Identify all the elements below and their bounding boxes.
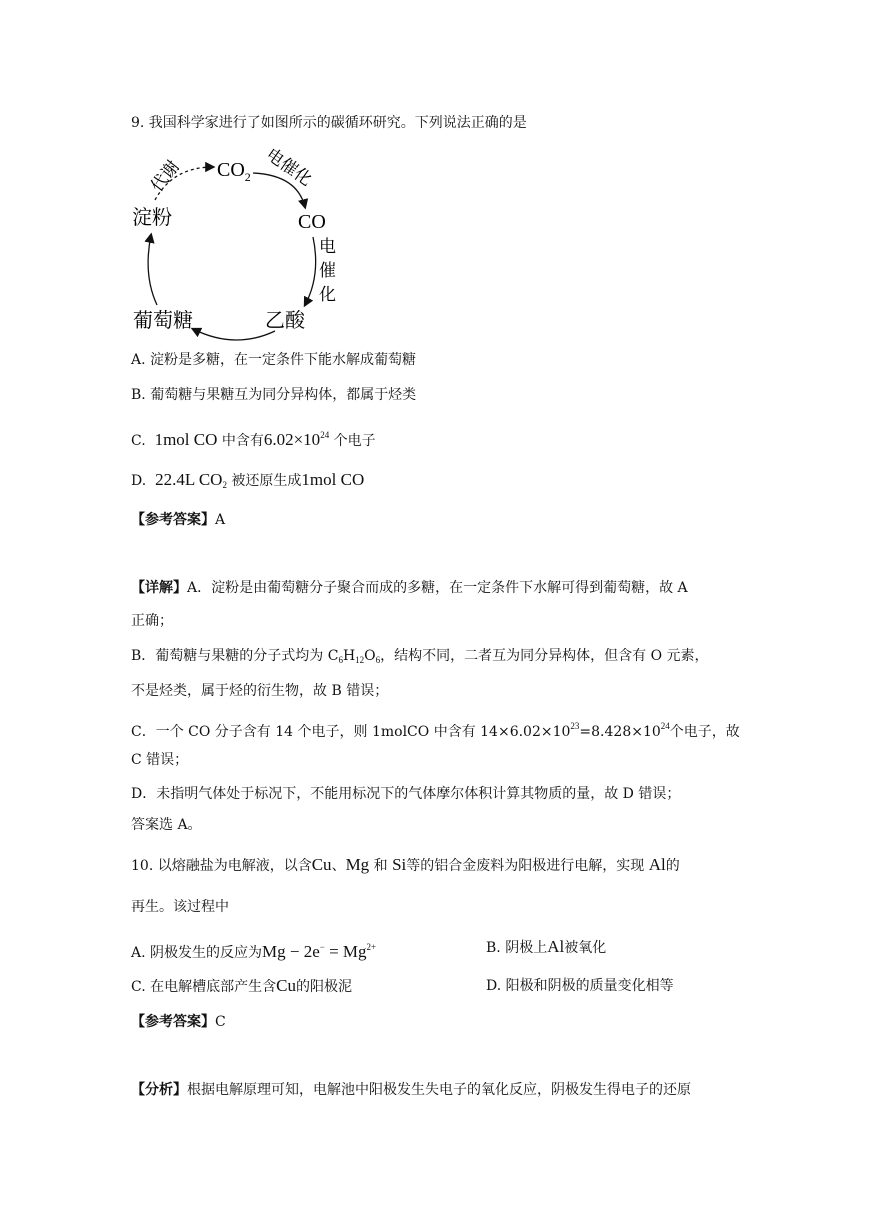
glucose-to-starch-arrow <box>148 235 157 305</box>
electrocatalysis-right-2: 催 <box>319 261 336 280</box>
q9-answer: 【参考答案】A <box>131 512 226 528</box>
q9-analysis-line1: 【详解】A．淀粉是由葡萄糖分子聚合而成的多糖，在一定条件下水解可得到葡萄糖，故 A <box>131 580 688 596</box>
q10-option-b: B. 阴极上Al被氧化 <box>486 937 607 956</box>
q9-option-c: C. 1mol CO 中含有$6.02\times 10^{24}$ 个电子 <box>131 430 376 449</box>
co-label: CO <box>298 211 326 233</box>
q10-stem-line2: 再生。该过程中 <box>131 899 229 915</box>
q9-option-b: B. 葡萄糖与果糖互为同分异构体，都属于烃类 <box>131 387 417 403</box>
glucose-label: 葡萄糖 <box>133 310 193 332</box>
q9-analysis-line7: D．未指明气体处于标况下，不能用标况下的气体摩尔体积计算其物质的量，故 D 错误； <box>131 786 681 802</box>
q9-analysis-line4: 不是烃类，属于烃的衍生物，故 B 错误； <box>131 683 389 699</box>
q10-analysis: 【分析】根据电解原理可知，电解池中阳极发生失电子的氧化反应，阴极发生得电子的还原 <box>131 1082 691 1098</box>
co-to-acetic-arrow <box>305 237 316 305</box>
q9-stem: 9. 我国科学家进行了如图所示的碳循环研究。下列说法正确的是 <box>131 115 527 131</box>
co2-label: $CO_2$ <box>217 159 251 184</box>
acetic-acid-label: 乙酸 <box>265 310 305 332</box>
starch-label: 淀粉 <box>132 207 172 229</box>
acetic-to-glucose-arrow <box>193 329 275 340</box>
q9-analysis-line2: 正确； <box>131 613 173 629</box>
q9-analysis-line8: 答案选 A。 <box>131 817 202 833</box>
q10-option-c: C. 在电解槽底部产生含Cu的阳极泥 <box>131 976 352 995</box>
carbon-cycle-diagram <box>125 145 355 345</box>
electrocatalysis-right-3: 化 <box>319 285 336 304</box>
q9-option-a: A. 淀粉是多糖，在一定条件下能水解成葡萄糖 <box>131 352 417 368</box>
q10-stem-line1: 10. 以熔融盐为电解液，以含Cu、Mg 和 Si等的铝合金废料为阳极进行电解，实现 Al的 <box>131 855 680 874</box>
q10-option-a: A. 阴极发生的反应为$Mg - 2e^- = Mg^{2+}$ <box>131 942 377 961</box>
q10-answer: 【参考答案】C <box>131 1014 226 1030</box>
q9-analysis-line6: C 错误； <box>131 752 189 768</box>
q9-analysis-line3: B．葡萄糖与果糖的分子式均为 $C_6H_{12}O_6$，结构不同，二者互为同分异构体，但含有 O 元素， <box>131 648 709 665</box>
electrocatalysis-right-1: 电 <box>319 237 336 256</box>
q9-option-d: D. 22.4L $CO_2$ 被还原生成1mol CO <box>131 470 365 490</box>
q10-option-d: D. 阳极和阴极的质量变化相等 <box>486 978 674 994</box>
q9-analysis-line5: C．一个 CO 分子含有 14 个电子，则 1molCO 中含有 $14\times 6.02\times 10^{23}=8.428\times 10^{24}$个电子，故 <box>131 721 740 740</box>
electrocatalysis-top-label: 电催化 <box>262 145 316 190</box>
metabolism-label: 代谢 <box>147 156 184 196</box>
